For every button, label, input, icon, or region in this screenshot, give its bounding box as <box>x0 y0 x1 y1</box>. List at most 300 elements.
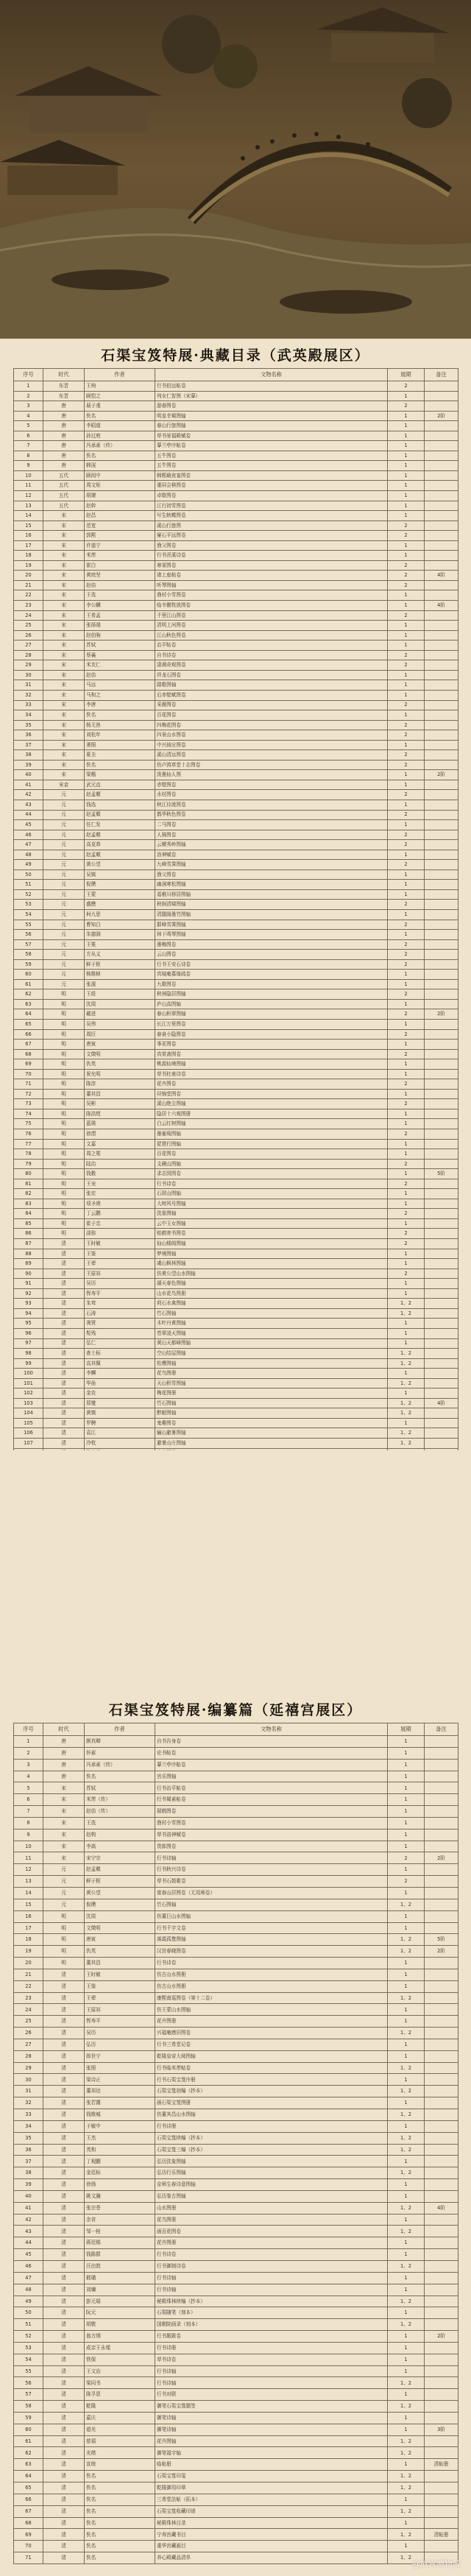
cell-note <box>425 860 458 870</box>
cell-period: 1 <box>388 2097 425 2109</box>
cell-work: 石渠宝笈初编（抄本） <box>155 2086 388 2097</box>
cell-era: 明 <box>43 1910 85 1922</box>
cell-work: 游春图卷 <box>155 401 388 412</box>
cell-era: 清 <box>43 2377 85 2389</box>
cell-period: 1 <box>388 880 425 890</box>
cell-work: 大树风号图轴 <box>155 1199 388 1209</box>
cell-index: 82 <box>14 1189 43 1199</box>
cell-index: 33 <box>14 2109 43 2121</box>
cell-index: 37 <box>14 2156 43 2167</box>
cell-index: 30 <box>14 670 43 680</box>
cell-era: 清 <box>43 2389 85 2401</box>
cell-era: 宋 <box>43 760 85 770</box>
cell-era: 宋 <box>43 770 85 780</box>
cell-index: 30 <box>14 2074 43 2086</box>
table-row <box>14 670 458 680</box>
cell-era: 清 <box>43 2016 85 2028</box>
cell-era: 清 <box>43 1268 85 1279</box>
cell-era: 清 <box>43 1369 85 1379</box>
table-row <box>14 1069 458 1079</box>
col-header-note: 备注 <box>425 369 458 381</box>
cell-author: 杨无咎 <box>85 720 155 730</box>
cell-author: 钱穀 <box>85 1169 155 1179</box>
cell-index: 61 <box>14 979 43 989</box>
cell-author: 董其昌 <box>85 1089 155 1099</box>
cell-index: 17 <box>14 1922 43 1934</box>
cell-index: 1 <box>14 381 43 392</box>
cell-work: 后赤壁赋图卷 <box>155 690 388 700</box>
cell-work: 五牛图卷 <box>155 451 388 461</box>
cell-author: 周之冕 <box>85 1149 155 1160</box>
cell-author: 陈洪绶 <box>85 1109 155 1119</box>
cell-work: 行书石渠宝笈序册 <box>155 2074 388 2086</box>
cell-work: 御笔福字轴 <box>155 2447 388 2459</box>
table-row <box>14 1398 458 1408</box>
cell-index: 58 <box>14 2401 43 2413</box>
cell-era: 宋 <box>43 1817 85 1829</box>
cell-index: 60 <box>14 2424 43 2435</box>
cell-work: 临帖册 <box>155 2459 388 2471</box>
cell-era: 清 <box>43 1259 85 1269</box>
cell-index: 18 <box>14 1934 43 1946</box>
table-row <box>14 889 458 900</box>
table-row <box>14 1229 458 1239</box>
cell-period: 1 <box>388 909 425 920</box>
table-row <box>14 470 458 481</box>
cell-era: 明 <box>43 989 85 1000</box>
table-row <box>14 1049 458 1059</box>
cell-note <box>425 2074 458 2086</box>
table-row <box>14 641 458 651</box>
cell-period: 1 <box>388 1069 425 1079</box>
cell-index: 10 <box>14 1841 43 1852</box>
cell-period: 1 <box>388 590 425 601</box>
cell-period: 1 <box>388 999 425 1009</box>
cell-author: 盛懋 <box>85 900 155 910</box>
cell-era: 明 <box>43 1020 85 1030</box>
table-row <box>14 900 458 910</box>
cell-period: 1 <box>388 1338 425 1349</box>
cell-era: 宋 <box>43 1782 85 1794</box>
cell-work: 泼墨仙人图 <box>155 770 388 780</box>
cell-period: 1 <box>388 869 425 880</box>
table-row <box>14 1059 458 1070</box>
table-row <box>14 2214 458 2226</box>
cell-index: 32 <box>14 690 43 700</box>
cell-period: 2 <box>388 1009 425 1020</box>
cell-note <box>425 470 458 481</box>
cell-work: 江山秋色图卷 <box>155 630 388 641</box>
cell-period: 1 <box>388 2004 425 2016</box>
cell-note <box>425 1199 458 1209</box>
cell-era: 宋 <box>43 670 85 680</box>
cell-author: 赵孟頫 <box>85 830 155 840</box>
cell-note: 清帖册 <box>425 2529 458 2541</box>
cell-author: 夏圭 <box>85 750 155 761</box>
cell-work: 群峰雪霁图轴 <box>155 920 388 930</box>
cell-index: 51 <box>14 2319 43 2331</box>
table-row <box>14 1089 458 1099</box>
cell-period: 1、2 <box>388 1398 425 1408</box>
cell-author: 嵇璜 <box>85 2272 155 2284</box>
cell-period: 2 <box>388 521 425 531</box>
cell-period: 1、2 <box>388 1934 425 1946</box>
cell-note <box>425 1218 458 1229</box>
cell-author: 吴历 <box>85 2028 155 2039</box>
cell-period: 1 <box>388 411 425 421</box>
cell-era: 宋 <box>43 1841 85 1852</box>
cell-period: 1 <box>388 641 425 651</box>
cell-era: 宋 <box>43 680 85 691</box>
table-row <box>14 2028 458 2039</box>
cell-work: 春山行旅图轴 <box>155 421 388 431</box>
cell-index: 28 <box>14 2050 43 2062</box>
cell-note <box>425 1806 458 1818</box>
cell-period: 2 <box>388 381 425 392</box>
cell-era: 唐 <box>43 441 85 451</box>
cell-note <box>425 810 458 820</box>
cell-index: 46 <box>14 830 43 840</box>
cell-era: 五代 <box>43 470 85 481</box>
cell-work: 行书王安石诗卷 <box>155 959 388 970</box>
cell-index: 71 <box>14 1079 43 1090</box>
cell-period: 1、2 <box>388 2144 425 2156</box>
cell-work: 画石渠宝笈图册 <box>155 2097 388 2109</box>
cell-work: 行书诗卷 <box>155 1958 388 1969</box>
table-row <box>14 1218 458 1229</box>
cell-index: 48 <box>14 2284 43 2296</box>
cell-note: 2阶 <box>425 1946 458 1958</box>
cell-era: 清 <box>43 2517 85 2529</box>
cell-period: 1 <box>388 1199 425 1209</box>
col-header-period: 展期 <box>388 1723 425 1736</box>
cell-author: 吴历 <box>85 1279 155 1289</box>
cell-note <box>425 1279 458 1289</box>
table-row <box>14 2307 458 2319</box>
table-row <box>14 2342 458 2354</box>
cell-era: 唐 <box>43 1747 85 1759</box>
table-row <box>14 601 458 611</box>
cell-note <box>425 381 458 392</box>
cell-note <box>425 1029 458 1040</box>
cell-era: 宋 <box>43 610 85 621</box>
cell-author: 陆治 <box>85 1159 155 1169</box>
cell-author: 吴镇 <box>85 869 155 880</box>
table-row <box>14 840 458 850</box>
table-row <box>14 2120 458 2132</box>
cell-period: 2 <box>388 610 425 621</box>
cell-index: 13 <box>14 501 43 511</box>
cell-era: 元 <box>43 1899 85 1910</box>
cell-note <box>425 1408 458 1419</box>
cell-era: 明 <box>43 1149 85 1160</box>
cell-period: 1 <box>388 780 425 790</box>
cell-index: 25 <box>14 621 43 631</box>
cell-era: 清 <box>43 1319 85 1329</box>
cell-work: 清閟阁墨竹图轴 <box>155 909 388 920</box>
cell-work: 赤壁图卷 <box>155 780 388 790</box>
cell-index: 103 <box>14 1398 43 1408</box>
cell-note <box>425 511 458 521</box>
cell-index: 88 <box>14 1249 43 1259</box>
table-row <box>14 1119 458 1129</box>
cell-work: 自书告身卷 <box>155 1736 388 1748</box>
table-row <box>14 2086 458 2097</box>
cell-note <box>425 2156 458 2167</box>
cell-period: 2 <box>388 1229 425 1239</box>
cell-period: 1 <box>388 800 425 810</box>
cell-author: 赵幹 <box>85 501 155 511</box>
cell-author: 王翚 <box>85 1992 155 2004</box>
cell-era: 清 <box>43 2097 85 2109</box>
cell-period: 2 <box>388 700 425 710</box>
cell-author: 张照 <box>85 2062 155 2074</box>
cell-author: 赵佶（传） <box>85 1806 155 1818</box>
cell-period: 1 <box>388 1771 425 1782</box>
cell-author: 倪瓒 <box>85 880 155 890</box>
cell-era: 清 <box>43 2120 85 2132</box>
cell-author: 查士标 <box>85 1349 155 1359</box>
cell-author: 佚名 <box>85 2494 155 2505</box>
cell-work: 二马图卷 <box>155 820 388 830</box>
cell-author: 顾恺之 <box>85 391 155 401</box>
cell-index: 68 <box>14 2517 43 2529</box>
col-header-era: 时代 <box>43 1723 85 1736</box>
cell-period: 1 <box>388 1887 425 1899</box>
cell-note <box>425 939 458 950</box>
cell-author: 钱陈群 <box>85 2249 155 2261</box>
cell-index: 17 <box>14 540 43 551</box>
cell-index: 21 <box>14 580 43 590</box>
cell-author: 王珣 <box>85 381 155 392</box>
cell-period: 1、2 <box>388 1438 425 1448</box>
cell-note <box>425 1992 458 2004</box>
cell-work: 弘历洗象图轴 <box>155 2156 388 2167</box>
cell-work: 御笔石渠宝笈题签 <box>155 2401 388 2413</box>
cell-period: 1 <box>388 1040 425 1050</box>
cell-note <box>425 1887 458 1899</box>
cell-period: 1 <box>388 1969 425 1980</box>
cell-work: 摹兰亭序帖卷 <box>155 1759 388 1771</box>
wuying-catalog-table <box>13 368 458 1469</box>
cell-work: 行书诗轴 <box>155 2377 388 2389</box>
cell-author: 祝允明 <box>85 1069 155 1079</box>
cell-work: 宁寿宫藏书目 <box>155 2529 388 2541</box>
cell-author: 弘仁 <box>85 1338 155 1349</box>
table-row <box>14 580 458 590</box>
table-row <box>14 700 458 710</box>
cell-note <box>425 1119 458 1129</box>
cell-note <box>425 2050 458 2062</box>
cell-index: 65 <box>14 1020 43 1030</box>
cell-era: 清 <box>43 1299 85 1309</box>
cell-note <box>425 540 458 551</box>
cell-index: 49 <box>14 2296 43 2307</box>
cell-period: 2 <box>388 580 425 590</box>
cell-author: 王时敏 <box>85 1969 155 1980</box>
cell-period: 1 <box>388 1388 425 1399</box>
cell-author: 文嘉 <box>85 1139 155 1149</box>
table-row <box>14 2401 458 2413</box>
cell-author: 梁楷 <box>85 770 155 780</box>
cell-work: 溪山行旅图 <box>155 521 388 531</box>
cell-note <box>425 1249 458 1259</box>
cell-index: 101 <box>14 1378 43 1388</box>
cell-era: 清 <box>43 2435 85 2447</box>
table-row <box>14 1806 458 1818</box>
table-row <box>14 780 458 790</box>
cell-work: 自书诗卷 <box>155 650 388 660</box>
cell-period: 1、2 <box>388 2447 425 2459</box>
cell-note <box>425 1794 458 1806</box>
cell-index: 2 <box>14 1747 43 1759</box>
cell-author: 梁同书 <box>85 2377 155 2389</box>
cell-author: 邵弥 <box>85 1229 155 1239</box>
cell-era: 明 <box>43 1139 85 1149</box>
cell-period: 1 <box>388 2494 425 2505</box>
cell-era: 清 <box>43 2202 85 2214</box>
cell-author: 萧照 <box>85 740 155 750</box>
cell-work: 写生蛱蝶图卷 <box>155 511 388 521</box>
cell-era: 明 <box>43 1049 85 1059</box>
cell-note <box>425 491 458 501</box>
col-header-work: 文物名称 <box>155 1723 388 1736</box>
table-row <box>14 2494 458 2505</box>
cell-era: 宋 <box>43 1806 85 1818</box>
cell-index: 28 <box>14 650 43 660</box>
cell-era: 元 <box>43 939 85 950</box>
cell-work: 九峰雪霁图轴 <box>155 860 388 870</box>
cell-era: 唐 <box>43 431 85 441</box>
cell-note <box>425 900 458 910</box>
table-row <box>14 1852 458 1864</box>
cell-era: 宋 <box>43 710 85 721</box>
cell-era: 清 <box>43 2062 85 2074</box>
cell-index: 19 <box>14 1946 43 1958</box>
cell-work: 仿古山水图册 <box>155 1969 388 1980</box>
cell-era: 明 <box>43 1079 85 1090</box>
cell-index: 66 <box>14 1029 43 1040</box>
cell-period: 1、2 <box>388 2401 425 2413</box>
table-row <box>14 2284 458 2296</box>
table-row <box>14 650 458 660</box>
cell-index: 19 <box>14 560 43 571</box>
cell-index: 7 <box>14 441 43 451</box>
cell-period: 1 <box>388 441 425 451</box>
cell-period: 2 <box>388 840 425 850</box>
cell-period: 1、2 <box>388 2552 425 2564</box>
cell-note <box>425 1817 458 1829</box>
cell-era: 明 <box>43 1218 85 1229</box>
cell-era: 清 <box>43 2459 85 2471</box>
cell-author: 龚贤 <box>85 1319 155 1329</box>
table-row <box>14 1338 458 1349</box>
cell-index: 59 <box>14 959 43 970</box>
cell-era: 唐 <box>43 461 85 471</box>
cell-index: 55 <box>14 2365 43 2377</box>
cell-index: 75 <box>14 1119 43 1129</box>
cell-author: 恽寿平 <box>85 2016 155 2028</box>
cell-index: 104 <box>14 1408 43 1419</box>
cell-index: 3 <box>14 1759 43 1771</box>
cell-author: 佚名 <box>85 2517 155 2529</box>
cell-period: 1 <box>388 1794 425 1806</box>
cell-note <box>425 920 458 930</box>
cell-period: 2 <box>388 1049 425 1059</box>
cell-work: 虞山枫林图轴 <box>155 1259 388 1269</box>
col-header-note: 备注 <box>425 1723 458 1736</box>
cell-index: 53 <box>14 900 43 910</box>
table-row <box>14 790 458 800</box>
cell-period: 1、2 <box>388 2529 425 2541</box>
table-row <box>14 2016 458 2028</box>
cell-era: 清 <box>43 2505 85 2517</box>
cell-index: 60 <box>14 970 43 980</box>
table-row <box>14 1418 458 1428</box>
cell-work: 千里江山图卷 <box>155 610 388 621</box>
cell-note <box>425 590 458 601</box>
cell-period: 2 <box>388 660 425 671</box>
cell-period: 1、2 <box>388 1349 425 1359</box>
cell-note <box>425 2505 458 2517</box>
cell-period: 1 <box>388 979 425 989</box>
cell-era: 明 <box>43 1129 85 1140</box>
cell-era: 清 <box>43 2167 85 2179</box>
cell-work: 洛神赋卷 <box>155 850 388 860</box>
cell-era: 元 <box>43 1876 85 1888</box>
cell-work: 行书诗册 <box>155 2120 388 2132</box>
cell-work: 昼锦堂图卷 <box>155 1089 388 1099</box>
cell-work: 听琴图轴 <box>155 580 388 590</box>
table-row <box>14 441 458 451</box>
cell-period: 1 <box>388 431 425 441</box>
table-row <box>14 461 458 471</box>
table-row <box>14 2260 458 2272</box>
cell-work: 水村图卷 <box>155 790 388 800</box>
cell-work: 重屏会棋图卷 <box>155 481 388 491</box>
cell-work: 行书苕溪诗卷 <box>155 551 388 561</box>
cell-note <box>425 1328 458 1338</box>
col-header-work: 文物名称 <box>155 369 388 381</box>
cell-work: 列女仁智图（宋摹） <box>155 391 388 401</box>
cell-index: 21 <box>14 1969 43 1980</box>
table-row <box>14 2435 458 2447</box>
table-row <box>14 2097 458 2109</box>
cell-author: 米芾（传） <box>85 1794 155 1806</box>
table-row <box>14 800 458 810</box>
cell-note <box>425 1771 458 1782</box>
cell-index: 87 <box>14 1239 43 1249</box>
cell-note <box>425 2039 458 2050</box>
cell-author: 张渥 <box>85 979 155 989</box>
cell-author: 王翚 <box>85 1259 155 1269</box>
cell-era: 元 <box>43 920 85 930</box>
cell-author: 慈禧 <box>85 2435 155 2447</box>
cell-note <box>425 869 458 880</box>
cell-work: 货郎图卷 <box>155 1841 388 1852</box>
cell-work: 百花图卷 <box>155 1149 388 1160</box>
cell-work: 行书御制诗卷 <box>155 2260 388 2272</box>
cell-work: 梅花图册 <box>155 1388 388 1399</box>
cell-work: 汉宫春晓图卷 <box>155 1946 388 1958</box>
cell-work: 潇湘奇观图卷 <box>155 660 388 671</box>
cell-author: 董其昌 <box>85 1958 155 1969</box>
cell-index: 106 <box>14 1428 43 1439</box>
table-row <box>14 740 458 750</box>
cell-index: 74 <box>14 1109 43 1119</box>
cell-author: 梁诗正 <box>85 2074 155 2086</box>
cell-note <box>425 580 458 590</box>
